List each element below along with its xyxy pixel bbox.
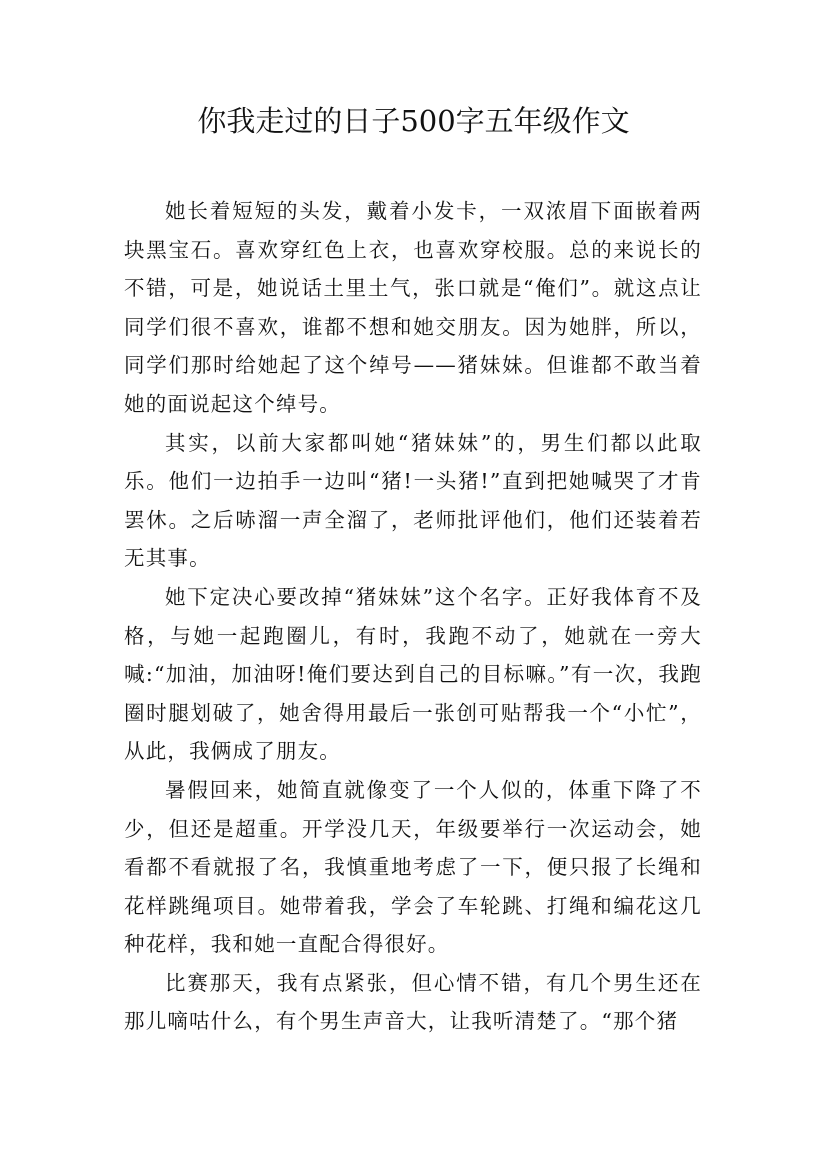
document-title: 你我走过的日子500字五年级作文 [197, 104, 630, 138]
paragraph: 暑假回来，她简直就像变了一个人似的，体重下降了不少，但还是超重。开学没几天，年级要举行一次运动会，她看都不看就报了名，我慎重地考虑了一下，便只报了长绳和花样跳绳项目。她带着我，学会了车轮跳、打绳和编花这几种花样，我和她一直配合得很好。 [124, 777, 702, 957]
paragraph: 其实，以前大家都叫她“猪妹妹”的，男生们都以此取乐。他们一边拍手一边叫“猪!一头猪!”直到把她喊哭了才肯罢休。之后哧溜一声全溜了，老师批评他们，他们还装着若无其事。 [124, 430, 702, 571]
paragraph: 比赛那天，我有点紧张，但心情不错，有几个男生还在那儿嘀咕什么，有个男生声音大，让我听清楚了。“那个猪 [124, 970, 702, 1034]
paragraph: 她下定决心要改掉“猪妹妹”这个名字。正好我体育不及格，与她一起跑圈儿，有时，我跑不动了，她就在一旁大喊:“加油，加油呀!俺们要达到自己的目标嘛。”有一次，我跑圈时腿划破了，她舍得用最后一张创可贴帮我一个“小忙”，从此，我俩成了朋友。 [124, 584, 702, 764]
paragraph: 她长着短短的头发，戴着小发卡，一双浓眉下面嵌着两块黑宝石。喜欢穿红色上衣，也喜欢穿校服。总的来说长的不错，可是，她说话土里土气，张口就是“俺们”。就这点让同学们很不喜欢，谁都不想和她交朋友。因为她胖，所以，同学们那时给她起了这个绰号——猪妹妹。但谁都不敢当着她的面说起这个绰号。 [124, 199, 702, 416]
document-body [124, 192, 702, 1041]
